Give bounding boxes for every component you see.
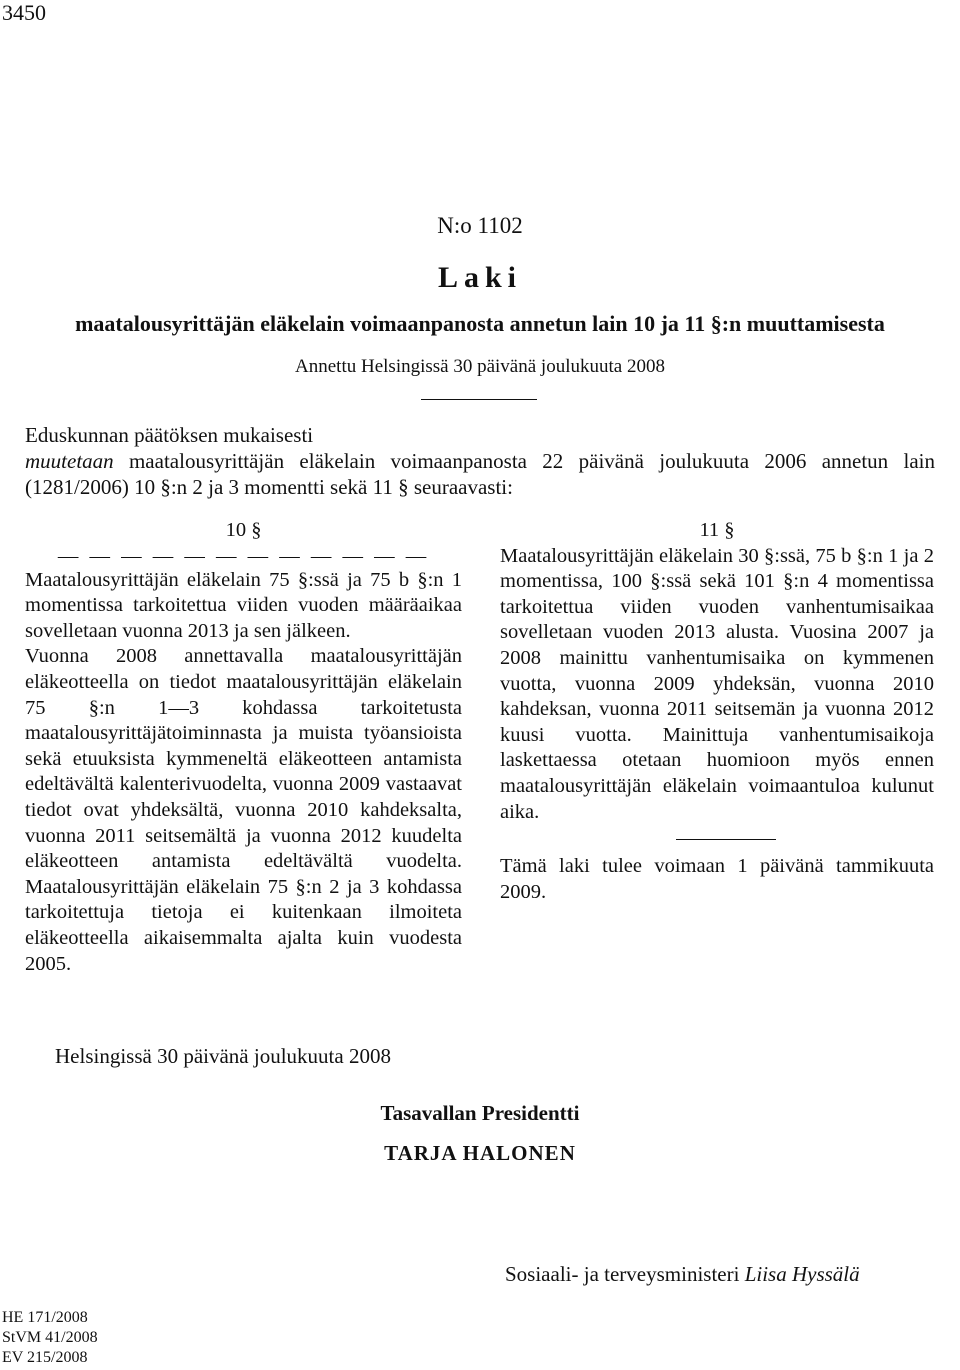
section-10-heading: 10 § [225,519,262,541]
section-10 [25,518,462,977]
minister-signature [505,1261,860,1287]
header-divider [421,399,537,400]
reference-item: StVM 41/2008 [2,1329,98,1346]
entry-into-force: Tämä laki tulee voimaan 1 päivänä tammikuuta 2009. [500,855,934,903]
minister-name: Liisa Hyssälä [744,1262,860,1286]
section-divider [676,839,776,840]
law-number: N:o 1102 [437,213,523,238]
president-name: TARJA HALONEN [384,1141,576,1165]
president-title: Tasavallan Presidentti [380,1101,580,1125]
issued-date: Annettu Helsingissä 30 päivänä joulukuuta 2008 [295,356,665,377]
reference-item: HE 171/2008 [2,1309,88,1326]
legislative-references [2,1308,98,1368]
preamble-intro: Eduskunnan päätöksen mukaisesti [25,423,314,447]
page-number: 3450 [2,0,46,25]
section-11-text: Maatalousyrittäjän eläkelain 30 §:ssä, 75 b §:n 1 ja 2 momentissa, 100 §:ssä sekä 101 §:n 4 momentissa tarkoitettua viiden vuoden vanhentumisaikaa sovelletaan vuoden 2013 alusta. Vuosina 2007 ja 2008 mainittu vanhentumisaika on kymmenen vuotta, vuonna 2009 yhdeksän, vuonna 2010 kahdeksan, vuonna 2011 seitsemän ja vuonna 2012 kuusi vuotta. Mainittuja vanhentumisaikoja laskettaessa otetaan huomioon myös ennen maatalousyrittäjän eläkelain voimaantuloa kulunut aika. [500,544,934,823]
minister-title: Sosiaali- ja terveysministeri [505,1262,740,1286]
section-11 [500,518,934,905]
omission-dashes: — — — — — — — — — — — — [57,544,430,567]
law-title: maatalousyrittäjän eläkelain voimaanpanosta annetun lain 10 ja 11 §:n muuttamisesta [75,311,885,336]
section-10-paragraph-1: Maatalousyrittäjän eläkelain 75 §:ssä ja 75 b §:n 1 momentissa tarkoitettua viiden vuoden määräaikaa sovelletaan vuonna 2013 ja sen jälkeen. [25,568,462,642]
preamble-text: maatalousyrittäjän eläkelain voimaanpanosta 22 päivänä joulukuuta 2006 annetun lain (1281/2006) 10 §:n 2 ja 3 momentti sekä 11 § seuraavasti: [25,449,935,499]
section-10-paragraph-2: Vuonna 2008 annettavalla maatalousyrittäjän eläkeotteella on tiedot maatalousyrittäjän eläkelain 75 §:n 1—3 kohdassa tarkoitetusta maatalousyrittäjätoiminnasta ja muista työansioista sekä etuuksista kymmeneltä eläkeotteen antamista edeltävältä kalenterivuodelta, vuonna 2009 vastaavat tiedot ovat yhdeksältä, vuonna 2010 kahdeksalta, vuonna 2011 seitsemältä ja vuonna 2012 kuudelta eläkeotteen antamista edeltävältä vuodelta. Maatalousyrittäjän eläkelain 75 §:n 2 ja 3 kohdassa tarkoitettuja tietoja ei kuitenkaan ilmoiteta eläkeotteella aikaisemmalta ajalta kuin vuodesta 2005. [25,645,462,975]
preamble-body [25,448,935,500]
reference-item: EV 215/2008 [2,1349,88,1366]
law-type: Laki [437,261,523,294]
place-and-date: Helsingissä 30 päivänä joulukuuta 2008 [55,1044,391,1068]
preamble-verb: muutetaan [25,449,114,473]
section-11-heading: 11 § [699,519,735,541]
